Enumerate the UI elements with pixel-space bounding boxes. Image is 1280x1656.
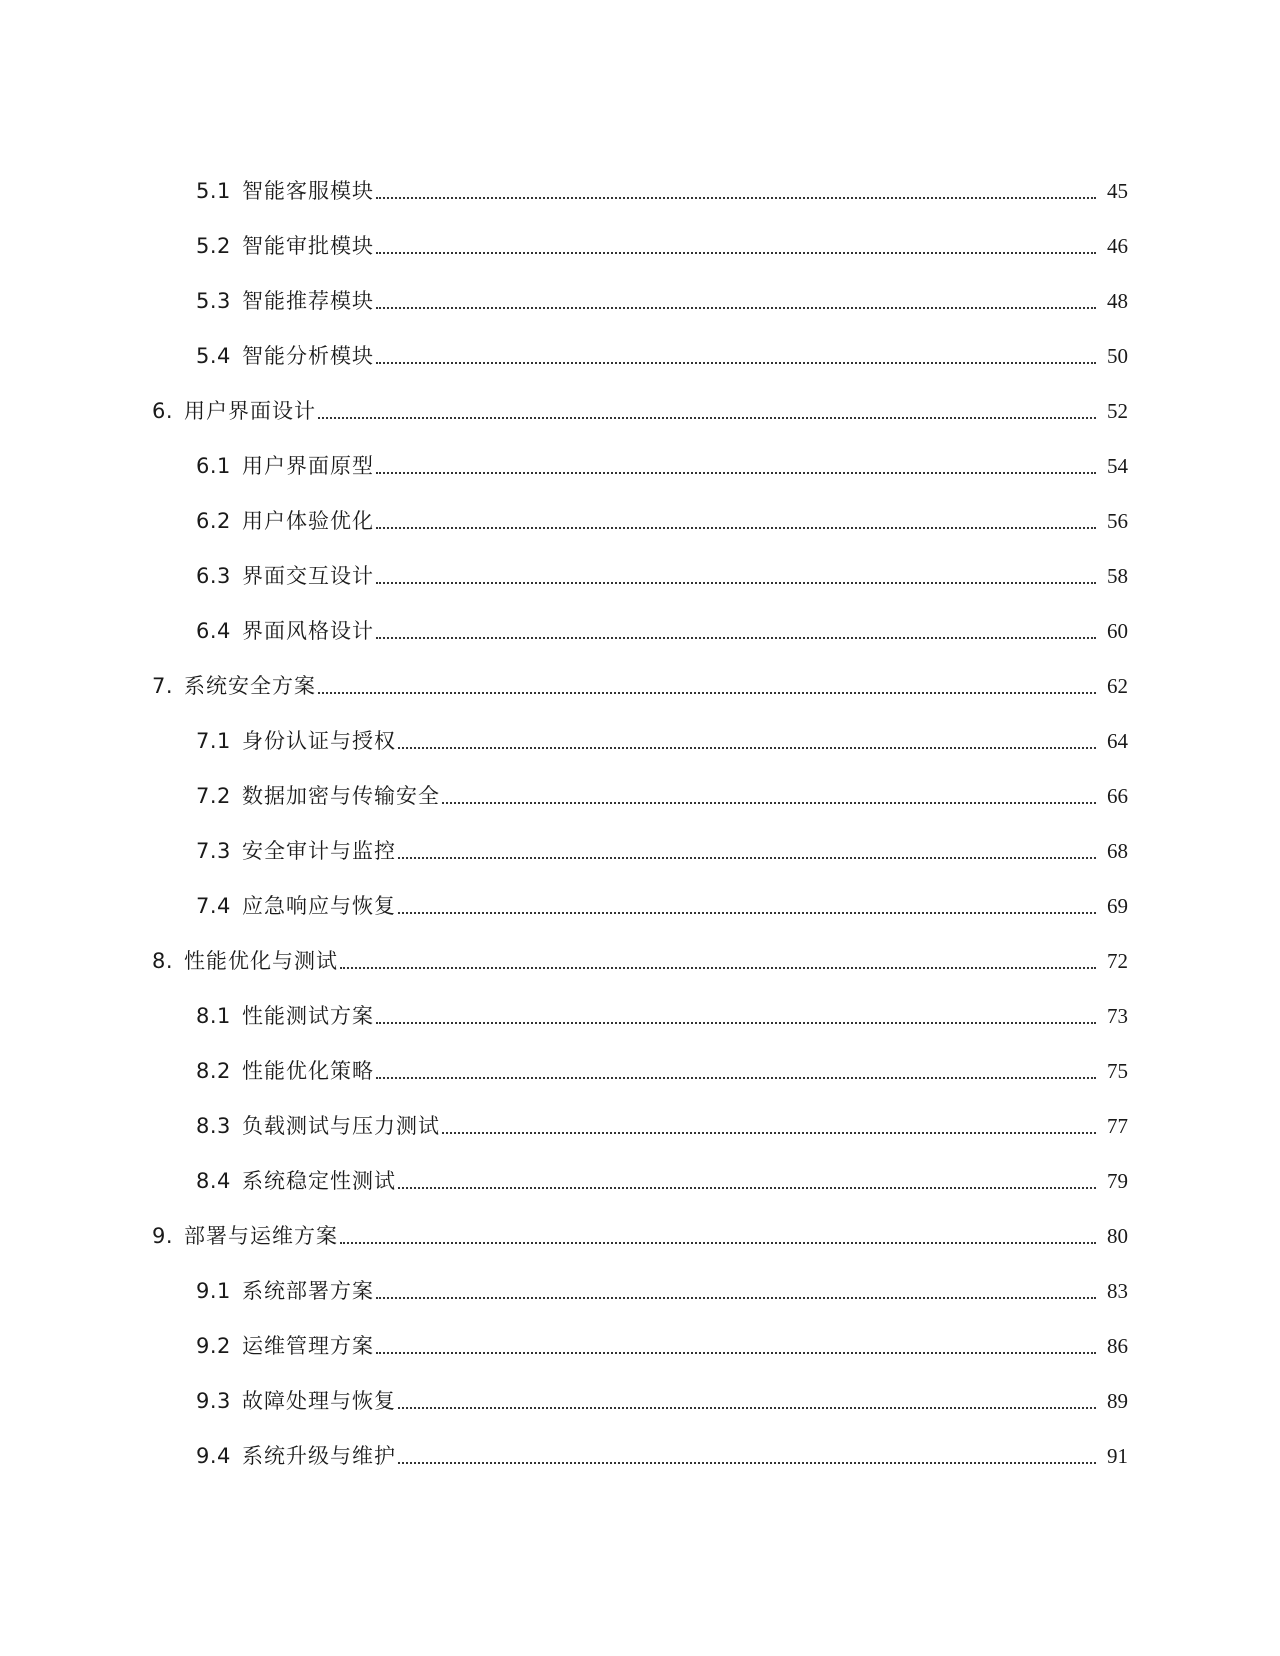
- toc-entry-number: 8.1: [196, 1004, 231, 1028]
- toc-entry-title: 系统安全方案: [184, 674, 316, 698]
- toc-entry-page-number: 54: [1107, 454, 1128, 478]
- toc-entry-page-number: 66: [1107, 784, 1128, 808]
- toc-section-entry[interactable]: [196, 779, 1128, 813]
- toc-dot-leader: [442, 1132, 1096, 1134]
- toc-entry-number: 7.: [152, 674, 174, 698]
- toc-entry-number: 7.4: [196, 894, 231, 918]
- toc-section-entry[interactable]: [196, 1109, 1128, 1143]
- toc-dot-leader: [318, 692, 1096, 694]
- toc-entry-number: 6.2: [196, 509, 231, 533]
- toc-entry-page-number: 80: [1107, 1224, 1128, 1248]
- toc-section-entry[interactable]: [196, 339, 1128, 373]
- toc-dot-leader: [376, 252, 1096, 254]
- toc-entry-number: 6.: [152, 399, 174, 423]
- toc-entry-title: 界面风格设计: [242, 619, 374, 643]
- toc-section-entry[interactable]: [196, 1384, 1128, 1418]
- toc-entry-page-number: 64: [1107, 729, 1128, 753]
- toc-entry-title: 系统稳定性测试: [242, 1169, 396, 1193]
- toc-entry-number: 8.4: [196, 1169, 231, 1193]
- toc-entry-number: 5.2: [196, 234, 231, 258]
- toc-section-entry[interactable]: [196, 504, 1128, 538]
- toc-entry-title: 故障处理与恢复: [242, 1389, 396, 1413]
- toc-section-entry[interactable]: [196, 614, 1128, 648]
- toc-entry-page-number: 50: [1107, 344, 1128, 368]
- toc-entry-title: 智能分析模块: [242, 344, 374, 368]
- toc-chapter-entry[interactable]: [152, 1219, 1128, 1253]
- toc-entry-number: 5.4: [196, 344, 231, 368]
- toc-dot-leader: [398, 747, 1096, 749]
- toc-entry-title: 性能优化与测试: [184, 949, 338, 973]
- toc-entry-number: 6.1: [196, 454, 231, 478]
- toc-section-entry[interactable]: [196, 174, 1128, 208]
- toc-dot-leader: [376, 637, 1096, 639]
- toc-entry-page-number: 56: [1107, 509, 1128, 533]
- toc-section-entry[interactable]: [196, 1329, 1128, 1363]
- toc-entry-number: 9.1: [196, 1279, 231, 1303]
- toc-entry-page-number: 58: [1107, 564, 1128, 588]
- toc-entry-page-number: 46: [1107, 234, 1128, 258]
- toc-section-entry[interactable]: [196, 999, 1128, 1033]
- toc-entry-title: 性能测试方案: [242, 1004, 374, 1028]
- toc-entry-number: 7.3: [196, 839, 231, 863]
- toc-dot-leader: [398, 1187, 1096, 1189]
- toc-entry-number: 5.3: [196, 289, 231, 313]
- toc-entry-page-number: 73: [1107, 1004, 1128, 1028]
- toc-dot-leader: [376, 1297, 1096, 1299]
- toc-entry-title: 智能客服模块: [242, 179, 374, 203]
- toc-chapter-entry[interactable]: [152, 944, 1128, 978]
- toc-entry-number: 9.3: [196, 1389, 231, 1413]
- toc-dot-leader: [318, 417, 1096, 419]
- toc-dot-leader: [398, 1462, 1096, 1464]
- toc-entry-title: 安全审计与监控: [242, 839, 396, 863]
- toc-dot-leader: [376, 197, 1096, 199]
- toc-entry-number: 9.4: [196, 1444, 231, 1468]
- toc-entry-page-number: 89: [1107, 1389, 1128, 1413]
- toc-entry-page-number: 48: [1107, 289, 1128, 313]
- toc-entry-page-number: 52: [1107, 399, 1128, 423]
- toc-entry-title: 用户体验优化: [242, 509, 374, 533]
- toc-entry-number: 6.3: [196, 564, 231, 588]
- toc-chapter-entry[interactable]: [152, 394, 1128, 428]
- toc-dot-leader: [340, 1242, 1096, 1244]
- toc-section-entry[interactable]: [196, 1274, 1128, 1308]
- toc-section-entry[interactable]: [196, 889, 1128, 923]
- toc-entry-number: 9.: [152, 1224, 174, 1248]
- toc-entry-title: 应急响应与恢复: [242, 894, 396, 918]
- toc-entry-title: 智能推荐模块: [242, 289, 374, 313]
- toc-dot-leader: [376, 307, 1096, 309]
- toc-dot-leader: [376, 1022, 1096, 1024]
- toc-entry-page-number: 77: [1107, 1114, 1128, 1138]
- toc-entry-number: 7.2: [196, 784, 231, 808]
- toc-entry-page-number: 68: [1107, 839, 1128, 863]
- toc-entry-title: 用户界面原型: [242, 454, 374, 478]
- toc-section-entry[interactable]: [196, 559, 1128, 593]
- toc-entry-number: 5.1: [196, 179, 231, 203]
- toc-entry-number: 8.3: [196, 1114, 231, 1138]
- toc-dot-leader: [376, 527, 1096, 529]
- toc-entry-page-number: 45: [1107, 179, 1128, 203]
- toc-entry-number: 9.2: [196, 1334, 231, 1358]
- toc-entry-title: 部署与运维方案: [184, 1224, 338, 1248]
- toc-entry-page-number: 75: [1107, 1059, 1128, 1083]
- toc-dot-leader: [398, 912, 1096, 914]
- toc-dot-leader: [376, 1352, 1096, 1354]
- toc-entry-number: 7.1: [196, 729, 231, 753]
- toc-entry-title: 负载测试与压力测试: [242, 1114, 440, 1138]
- toc-entry-page-number: 72: [1107, 949, 1128, 973]
- toc-entry-page-number: 86: [1107, 1334, 1128, 1358]
- toc-dot-leader: [340, 967, 1096, 969]
- toc-section-entry[interactable]: [196, 284, 1128, 318]
- toc-dot-leader: [376, 362, 1096, 364]
- toc-entry-number: 8.2: [196, 1059, 231, 1083]
- toc-dot-leader: [376, 582, 1096, 584]
- toc-section-entry[interactable]: [196, 1439, 1128, 1473]
- toc-chapter-entry[interactable]: [152, 669, 1128, 703]
- toc-section-entry[interactable]: [196, 229, 1128, 263]
- toc-entry-title: 界面交互设计: [242, 564, 374, 588]
- toc-entry-title: 数据加密与传输安全: [242, 784, 440, 808]
- toc-entry-page-number: 60: [1107, 619, 1128, 643]
- toc-dot-leader: [442, 802, 1096, 804]
- toc-entry-page-number: 62: [1107, 674, 1128, 698]
- toc-section-entry[interactable]: [196, 449, 1128, 483]
- toc-entry-title: 身份认证与授权: [242, 729, 396, 753]
- toc-entry-title: 运维管理方案: [242, 1334, 374, 1358]
- toc-dot-leader: [398, 857, 1096, 859]
- toc-section-entry[interactable]: [196, 834, 1128, 868]
- toc-section-entry[interactable]: [196, 724, 1128, 758]
- toc-dot-leader: [398, 1407, 1096, 1409]
- toc-entry-title: 系统部署方案: [242, 1279, 374, 1303]
- toc-dot-leader: [376, 1077, 1096, 1079]
- toc-section-entry[interactable]: [196, 1054, 1128, 1088]
- toc-entry-number: 6.4: [196, 619, 231, 643]
- toc-entry-page-number: 79: [1107, 1169, 1128, 1193]
- toc-section-entry[interactable]: [196, 1164, 1128, 1198]
- toc-entry-page-number: 91: [1107, 1444, 1128, 1468]
- toc-entry-title: 性能优化策略: [242, 1059, 374, 1083]
- toc-entry-title: 智能审批模块: [242, 234, 374, 258]
- toc-entry-page-number: 83: [1107, 1279, 1128, 1303]
- toc-entry-page-number: 69: [1107, 894, 1128, 918]
- toc-dot-leader: [376, 472, 1096, 474]
- toc-entry-title: 用户界面设计: [184, 399, 316, 423]
- toc-entry-number: 8.: [152, 949, 174, 973]
- toc-entry-title: 系统升级与维护: [242, 1444, 396, 1468]
